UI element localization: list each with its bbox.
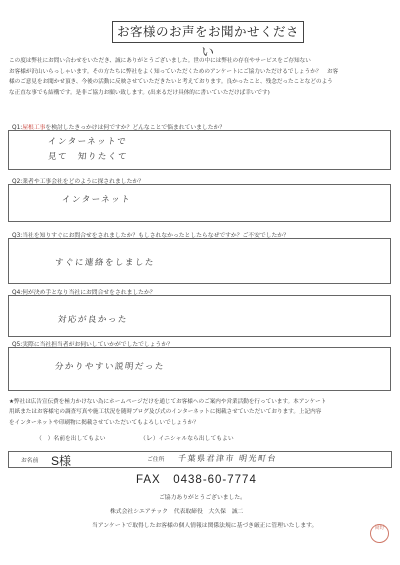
question-text: 当社を知りすぐにお問合せをされましたか？もしされなかったとしたらなぜですか？ご不安でしたか？ [22, 233, 289, 239]
intro-line: な正直な事でも結構です。是非ご協力お願い致します。(出来るだけ具体的に書いていただけば幸いです) [9, 89, 270, 96]
intro-text [9, 56, 392, 98]
question-number: Q5: [12, 342, 23, 348]
name-value[interactable]: S様 [51, 454, 72, 468]
question-number: Q3: [12, 233, 23, 239]
question-1-answer-line: インターネットで [47, 137, 128, 147]
thanks-text: ご協力ありがとうございました。 [159, 495, 246, 501]
option-name-ok[interactable]: （ ）名前を出してもよい [36, 436, 106, 442]
publication-notice [9, 397, 392, 428]
option-label: イニシャルなら出してもよい [158, 436, 234, 442]
question-1-answer-line: 見て 知りたくて [47, 152, 129, 162]
intro-line: この度は弊社にお問い合わせをいただき、誠にありがとうございました。世の中には弊社の存在やサービスをご存知ない [9, 58, 311, 64]
question-number: Q4: [12, 290, 23, 296]
address-label: ご住所 [147, 457, 165, 463]
option-initial-ok[interactable]: （レ）イニシャルなら出してもよい [140, 434, 234, 442]
notice-line: 用紙またはお客様宅の調査写真や施工状況を随時ブログ及び式のインターネットに掲載させていただいております。上記内容 [9, 409, 322, 416]
address-value[interactable]: 千葉県君津市 明光町台 [177, 454, 278, 463]
question-number: Q1: [12, 125, 23, 131]
name-label: お名前 [21, 458, 39, 464]
question-text: 実際に当社担当者がお伺いしていかがでしたでしょうか？ [22, 342, 173, 348]
notice-line: をインターネットや印刷物に掲載させていただいてもよろしいでしょうか？ [9, 419, 199, 426]
notice-line: ★弊社は広告宣伝費を極力かけない為にホームページだけを通じてお客様へのご案内や営業活動を行っています。本アンケート [9, 399, 327, 405]
question-3-answer-line: すぐに連絡をしました [54, 258, 156, 268]
question-4-answer-line: 対応が良かった [57, 315, 129, 325]
question-2-answer-line: インターネット [61, 195, 132, 205]
question-number: Q2: [12, 179, 23, 185]
question-text: 業者や工事会社をどのように探されましたか？ [22, 179, 144, 185]
page-title: お客様のお声をお聞かせください [112, 21, 304, 43]
intro-line: 様のご意見をお聞かせ頂き、今後の活動に反映させていただきたいと考えております。良かったこと、残念だったことなどのよう [9, 79, 333, 86]
question-text: を検討したきっかけは何ですか？どんなことで悩まれていましたか？ [45, 125, 226, 131]
privacy-text: 当アンケートで取得したお客様の個人情報は関係法規に基づき厳正に管理いたします。 [92, 523, 318, 529]
question-5-answer-line: 分かりやすい説明だった [54, 362, 166, 372]
company-text: 株式会社シエアテック 代表取締役 大久保 誠二 [110, 509, 244, 515]
option-label: 名前を出してもよい [53, 436, 106, 442]
seal-stamp: 岡野 [370, 524, 389, 543]
question-highlight: 屋根工事 [22, 125, 46, 131]
intro-line: お客様が沢山いらっしゃいます。その方たちに弊社をよく知っていただくためのアンケートにご協力いただけるでしょうか？ お客 [9, 68, 339, 75]
checkmark: レ [145, 434, 153, 442]
question-text: 何が決め手となり当社にお問合せをされましたか？ [22, 290, 156, 296]
fax-number: FAX 0438-60-7774 [136, 474, 257, 486]
